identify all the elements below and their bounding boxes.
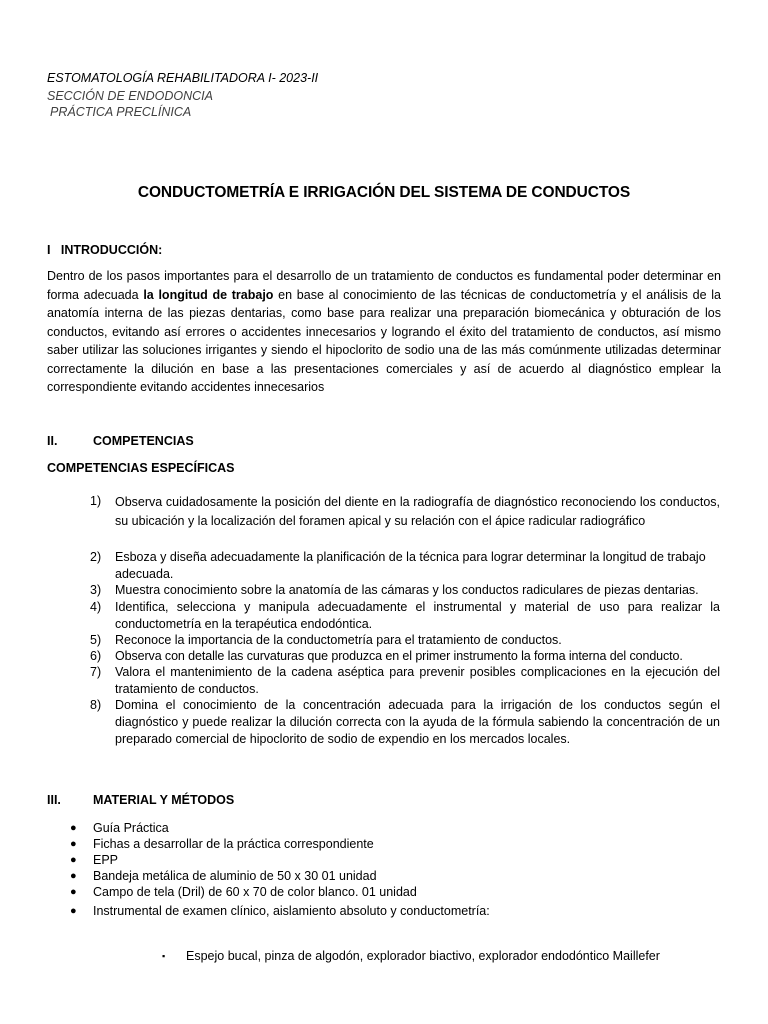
list-item: Identifica, selecciona y manipula adecuadamente el instrumental y material de uso para realizar la conductometría en la terapéutica endodóntica.	[115, 600, 720, 631]
list-item: Campo de tela (Dril) de 60 x 70 de color blanco. 01 unidad	[93, 885, 417, 899]
bullet-icon: ●	[70, 822, 77, 834]
list-item: Observa cuidadosamente la posición del diente en la radiografía de diagnóstico reconociendo los conductos, su ubicación y la localización del foramen apical y su relación con el ápice radicular radiográfico	[115, 495, 720, 528]
list-item: Esboza y diseña adecuadamente la planificación de la técnica para lograr determinar la longitud de trabajo adecuada.	[115, 550, 706, 581]
practice-header: PRÁCTICA PRECLÍNICA	[50, 105, 192, 119]
list-item: EPP	[93, 853, 119, 867]
list-item: Instrumental de examen clínico, aislamiento absoluto y conductometría:	[93, 904, 490, 918]
list-item-number: 3)	[90, 583, 102, 597]
list-item-number: 7)	[90, 665, 102, 679]
list-item-number: 5)	[90, 633, 102, 647]
bullet-icon: ●	[70, 838, 77, 850]
list-item-number: 6)	[90, 649, 102, 663]
competencias-heading: COMPETENCIAS	[93, 434, 194, 448]
list-item: Domina el conocimiento de la concentración adecuada para la irrigación de los conductos según el diagnóstico y puede realizar la dilución correcta con la ayuda de la fórmula sabiendo la concentración de un preparado comercial de hipoclorito de sodio de expendio en los mercados locales.	[115, 698, 720, 746]
list-item: Guía Práctica	[93, 821, 169, 835]
intro-text-before: Dentro de los pasos importantes para el desarrollo de un tratamiento de conductos es fundamental poder determinar en forma adecuada	[47, 269, 721, 302]
sub-list-item: Espejo bucal, pinza de algodón, explorador biactivo, explorador endodóntico Maillefer	[186, 949, 660, 963]
list-item-number: 4)	[90, 600, 102, 614]
list-item: Bandeja metálica de aluminio de 50 x 30 01 unidad	[93, 869, 377, 883]
intro-heading: I INTRODUCCIÓN:	[47, 243, 163, 257]
intro-paragraph	[47, 267, 721, 397]
list-item: Fichas a desarrollar de la práctica correspondiente	[93, 837, 374, 851]
course-header: ESTOMATOLOGÍA REHABILITADORA I- 2023-II	[47, 71, 319, 85]
list-item: Reconoce la importancia de la conductometría para el tratamiento de conductos.	[115, 633, 562, 647]
document-title: CONDUCTOMETRÍA E IRRIGACIÓN DEL SISTEMA DE CONDUCTOS	[137, 184, 631, 201]
bullet-icon: ●	[70, 886, 77, 898]
intro-text-after: en base al conocimiento de las técnicas de conductometría y el análisis de la anatomía interna de las piezas dentarias, como base para realizar una preparación biomecánica y obturación de los conductos, evitando así errores o accidentes innecesarios y logrando el éxito del tratamiento de conductos, así mismo saber utilizar las soluciones irrigantes y siendo el hipoclorito de sodio una de las más comúnmente utilizadas determinar correctamente la dilución en base a las presentaciones comerciales y así de acuerdo al diagnóstico emplear la correspondiente evitando accidentes innecesarios	[47, 287, 722, 394]
list-item-number: 8)	[90, 698, 102, 712]
intro-text-bold: la longitud de trabajo	[143, 287, 274, 302]
competencias-subheading: COMPETENCIAS ESPECÍFICAS	[47, 461, 235, 475]
bullet-icon: ●	[70, 905, 77, 917]
materiales-heading: MATERIAL Y MÉTODOS	[93, 793, 235, 807]
section-number-iii: III.	[47, 793, 61, 807]
list-item: Valora el mantenimiento de la cadena aséptica para prevenir posibles complicaciones en la ejecución del tratamiento de conductos.	[115, 665, 720, 696]
list-item-number: 2)	[90, 550, 102, 564]
section-number-ii: II.	[47, 434, 58, 448]
bullet-icon: ●	[70, 870, 77, 882]
section-header: SECCIÓN DE ENDODONCIA	[47, 89, 213, 103]
list-item-number: 1)	[90, 494, 102, 508]
list-item: Muestra conocimiento sobre la anatomía de las cámaras y los conductos radiculares de piezas dentarias.	[115, 583, 699, 597]
square-bullet-icon: ▪	[162, 951, 166, 961]
list-item: Observa con detalle las curvaturas que produzca en el primer instrumento la forma interna del conducto.	[115, 649, 683, 663]
bullet-icon: ●	[70, 854, 77, 866]
